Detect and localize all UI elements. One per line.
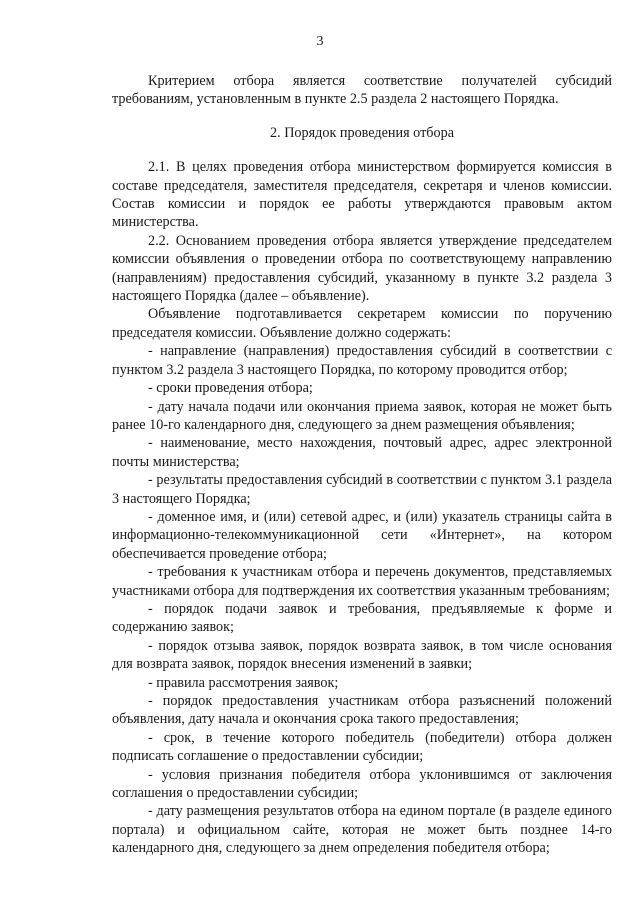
list-item: - доменное имя, и (или) сетевой адрес, и (или) указатель страницы сайта в информационно-телекоммуникационной сети «Интернет», на котором обеспечивается проведение отбора; [112,508,612,562]
paragraph-2-2: 2.2. Основанием проведения отбора является утверждение председателем комиссии объявления о проведении отбора по соответствующему направлению (направлениям) предоставления субсидий, указанному в пункте 3.2 раздела 3 настоящего Порядка (далее – объявление). [112,232,612,305]
list-item: - порядок подачи заявок и требования, предъявляемые к форме и содержанию заявок; [112,600,612,636]
list-item: - условия признания победителя отбора уклонившимся от заключения соглашения о предоставлении субсидии; [112,766,612,802]
list-item: - требования к участникам отбора и перечень документов, представляемых участниками отбора для подтверждения их соответствия указанным требованиям; [112,564,612,599]
list-item: - направление (направления) предоставления субсидий в соответствии с пунктом 3.2 раздела 3 настоящего Порядка, по которому проводится отбор; [112,343,612,378]
list-item: - срок, в течение которого победитель (победители) отбора должен подписать соглашение о предоставлении субсидии; [112,729,612,765]
list-item: - правила рассмотрения заявок; [148,674,339,691]
document-body [112,72,612,858]
list-item: - дату размещения результатов отбора на едином портале (в разделе единого портала) и официальном сайте, которая не может быть позднее 14-го календарного дня, следующего за днем определения победителя отбора; [112,803,612,857]
list-item: - порядок предоставления участникам отбора разъяснений положений объявления, дату начала и окончания срока такого предоставления; [112,693,612,728]
list-item: - порядок отзыва заявок, порядок возврата заявок, в том числе основания для возврата заявок, порядок внесения изменений в заявки; [112,637,612,673]
list-item: - дату начала подачи или окончания приема заявок, которая не может быть ранее 10-го календарного дня, следующего за днем размещения объявления; [112,398,612,433]
announcement-intro: Объявление подготавливается секретарем комиссии по поручению председателя комиссии. Объявление должно содержать: [112,306,612,341]
paragraph-2-1: 2.1. В целях проведения отбора министерством формируется комиссия в составе председателя, заместителя председателя, секретаря и членов комиссии. Состав комиссии и порядок ее работы утверждаются правовым актом министерства. [112,159,612,231]
criteria-paragraph: Критерием отбора является соответствие получателей субсидий требованиям, установленным в пункте 2.5 раздела 2 настоящего Порядка. [112,73,612,108]
page-number: 3 [316,34,324,49]
section-heading: 2. Порядок проведения отбора [270,124,454,141]
list-item: - результаты предоставления субсидий в соответствии с пунктом 3.1 раздела 3 настоящего Порядка; [112,472,612,507]
list-item: - наименование, место нахождения, почтовый адрес, адрес электронной почты министерства; [112,435,612,470]
list-item: - сроки проведения отбора; [148,380,313,397]
